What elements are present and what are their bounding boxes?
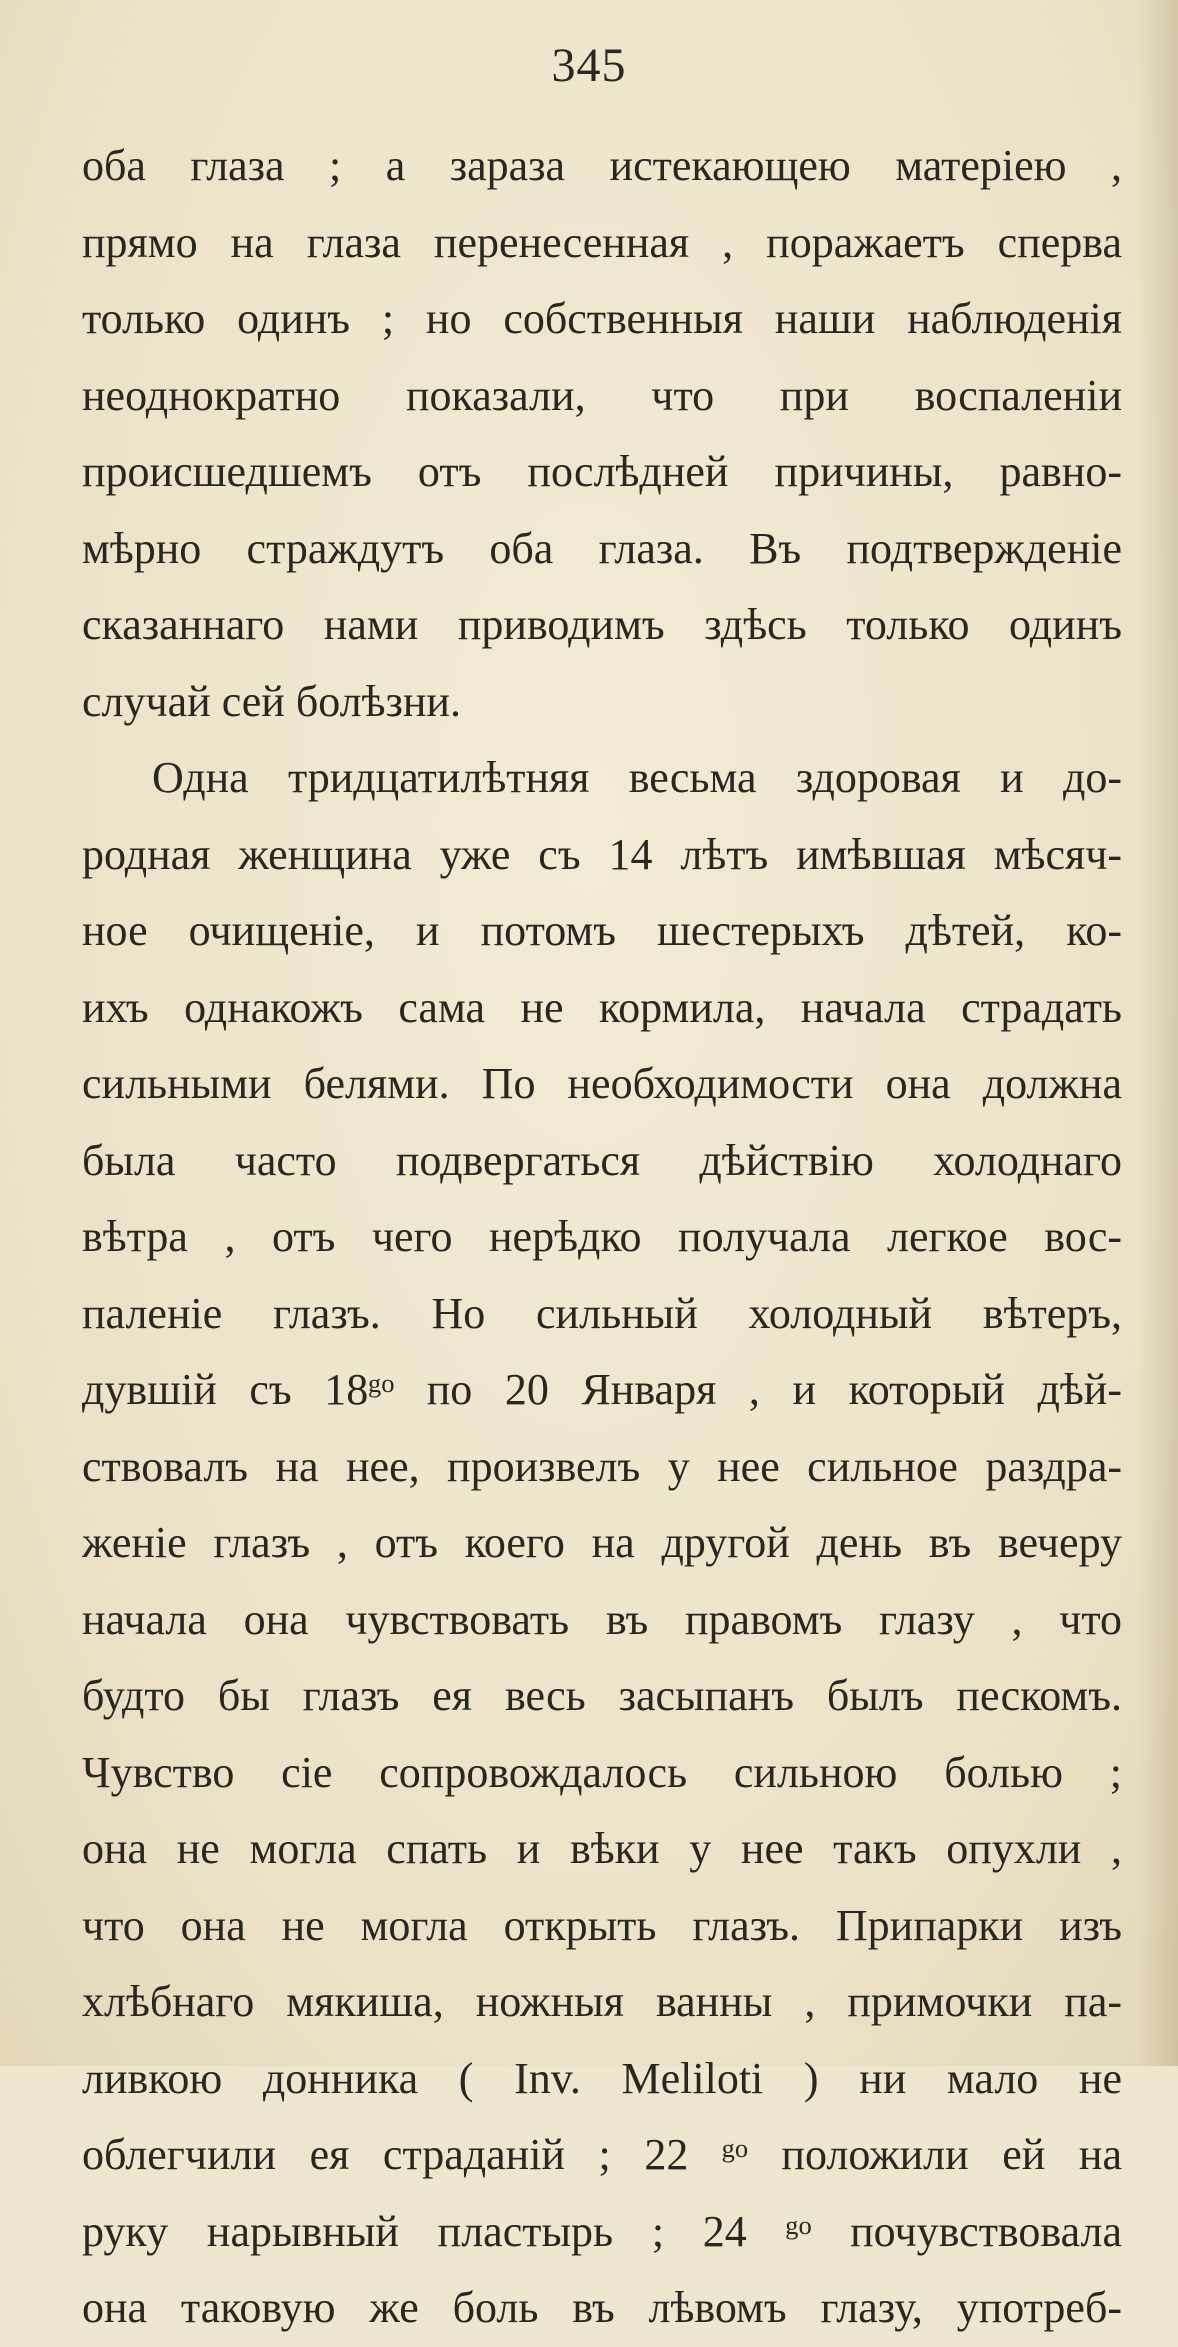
text-line: начала она чувствовать въ правомъ глазу , что [82,1594,1122,1644]
text-line: будто бы глазъ ея весь засыпанъ былъ пескомъ. [82,1671,1122,1720]
paragraph-start-line: Одна тридцатилѣтняя весьма здоровая и до- [152,753,1122,802]
text-line: хлѣбнаго мякиша, ножныя ванны , примочки па- [82,1977,1122,2026]
text-line: родная женщина уже съ 14 лѣтъ имѣвшая мѣсяч- [82,829,1122,879]
text-line: была часто подвергаться дѣйствію холоднаго [82,1135,1122,1185]
text-line: руку нарывный пластырь ; 24 ᵍᵒ почувствовала [82,2206,1122,2256]
text-line: происшедшемъ отъ послѣдней причины, равно- [82,447,1122,496]
text-line: сказаннаго нами приводимъ здѣсь только одинъ [82,600,1122,649]
text-line: она таковую же боль въ лѣвомъ глазу, употреб- [82,2283,1122,2332]
text-line: ихъ однакожъ сама не кормила, начала страдать [82,982,1122,1032]
text-line: мѣрно страждутъ оба глаза. Въ подтвержденіе [82,523,1122,573]
text-line: паленіе глазъ. Но сильный холодный вѣтеръ, [82,1288,1122,1338]
text-line: случай сей болѣзни. [82,676,461,726]
text-line: Чувство сіе сопровождалось сильною болью ; [82,1747,1122,1797]
text-line: только одинъ ; но собственныя наши наблюденія [82,294,1122,343]
page-edge-shadow [1138,0,1178,2066]
text-line: неоднократно показали, что при воспаленіи [82,370,1122,420]
page-number: 345 [551,39,627,92]
text-line: оба глаза ; а зараза истекающею матеріею , [82,141,1122,190]
text-line: ствовалъ на нее, произвелъ у нее сильное раздра- [82,1441,1122,1491]
text-line: она не могла спать и вѣки у нее такъ опухли , [82,1824,1122,1873]
text-line: дувшій съ 18ᵍᵒ по 20 Января , и который дѣй- [82,1365,1122,1414]
text-line: женіе глазъ , отъ коего на другой день въ вечеру [82,1518,1122,1567]
text-line: что она не могла открыть глазъ. Припарки изъ [82,1900,1122,1950]
text-line: сильными белями. По необходимости она должна [82,1059,1122,1108]
text-line: прямо на глаза перенесенная , поражаетъ сперва [82,217,1122,267]
text-line: вѣтра , отъ чего нерѣдко получала легкое вос- [82,1212,1122,1261]
body-text [82,128,1122,2347]
text-line: облегчили ея страданій ; 22 ᵍᵒ положили ей на [82,2130,1122,2179]
text-line: ливкою донника ( Inv. Meliloti ) ни мало не [82,2053,1122,2103]
text-line: ное очищеніе, и потомъ шестерыхъ дѣтей, ко- [82,906,1122,955]
